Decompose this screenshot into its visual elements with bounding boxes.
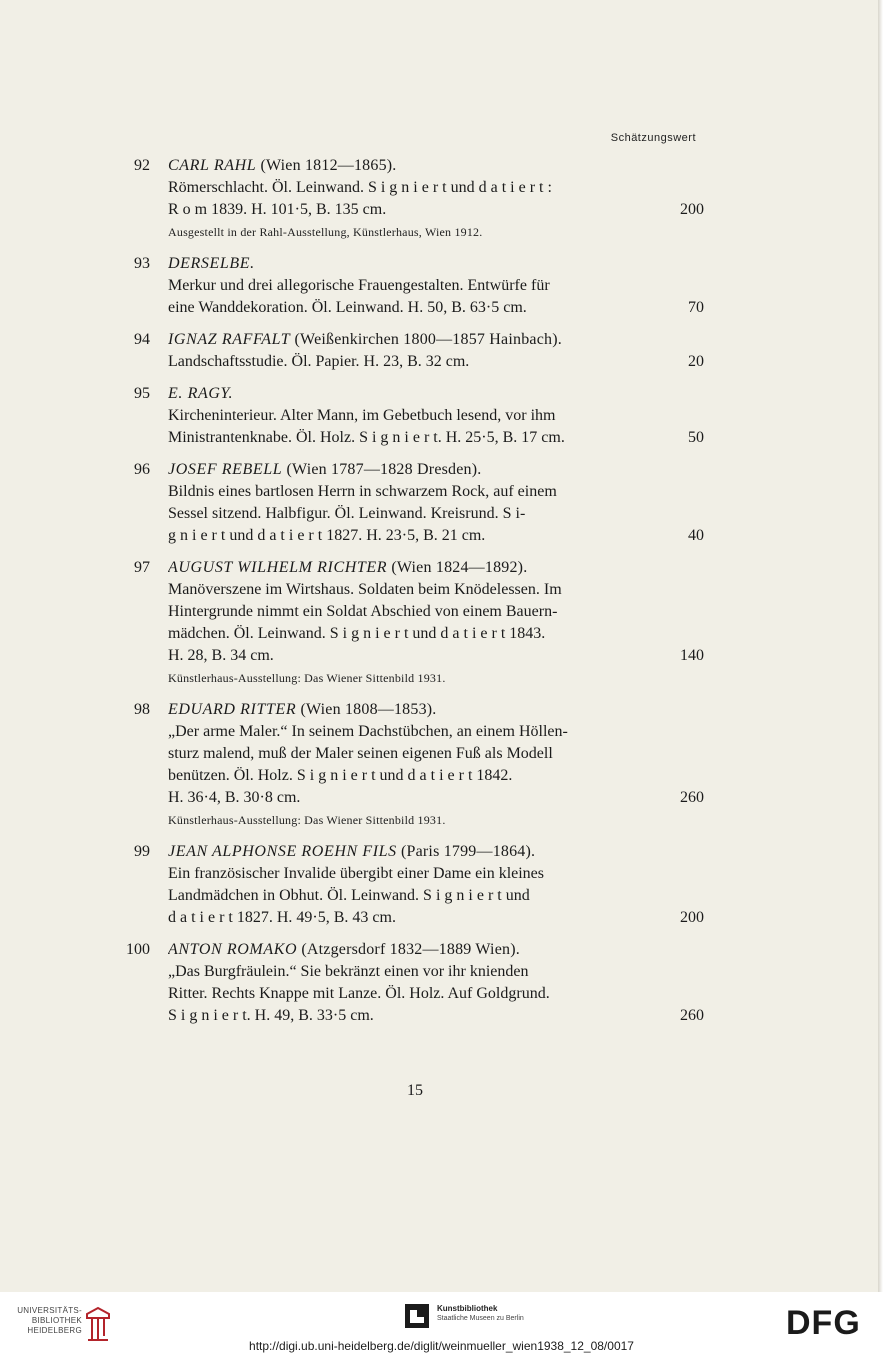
entry-heading [168, 557, 646, 579]
artist-name: JEAN ALPHONSE ROEHN FILS [168, 843, 397, 860]
entry-heading [168, 253, 646, 275]
estimate-value: 200 [680, 909, 704, 926]
description-line: Bildnis eines bartlosen Herrn in schwarzem Rock, auf einem [168, 483, 557, 500]
entry-body [168, 557, 646, 689]
entry-number: 97 [134, 559, 150, 576]
artist-details: (Wien 1787—1828 Dresden). [286, 461, 482, 478]
description-line: Römerschlacht. Öl. Leinwand. S i g n i e r t und d a t i e r t : [168, 179, 552, 196]
artist-name: CARL RAHL [168, 157, 257, 174]
catalog-entries [120, 155, 704, 1037]
entry-heading [168, 939, 646, 961]
entry-heading [168, 383, 646, 405]
entry-number: 99 [134, 843, 150, 860]
estimate-value: 40 [688, 527, 704, 544]
catalog-entry [120, 383, 704, 449]
exhibition-note: Künstlerhaus-Ausstellung: Das Wiener Sittenbild 1931. [168, 671, 446, 685]
entry-body [168, 939, 646, 1027]
description-line: Manöverszene im Wirtshaus. Soldaten beim Knödelessen. Im [168, 581, 562, 598]
artist-name: IGNAZ RAFFALT [168, 331, 291, 348]
entry-number: 93 [134, 255, 150, 272]
kunstbibliothek-logo[interactable] [405, 1304, 565, 1334]
kunstbibliothek-title: Kunstbibliothek [437, 1304, 498, 1313]
description-line: Hintergrunde nimmt ein Soldat Abschied von einem Bauern- [168, 603, 558, 620]
description-line: Landschaftsstudie. Öl. Papier. H. 23, B. 32 cm. [168, 353, 470, 370]
estimate-value: 200 [680, 201, 704, 218]
entry-body [168, 699, 646, 831]
permalink-url[interactable]: http://digi.ub.uni-heidelberg.de/diglit/weinmueller_wien1938_12_08/0017 [249, 1339, 634, 1353]
entry-body [168, 841, 646, 929]
page-number: 15 [407, 1082, 423, 1099]
catalog-entry [120, 699, 704, 831]
catalog-entry [120, 253, 704, 319]
catalog-entry [120, 939, 704, 1027]
university-library-logo[interactable] [12, 1306, 112, 1342]
university-library-text [12, 1306, 82, 1336]
estimate-value: 70 [688, 299, 704, 316]
description-line: „Der arme Maler.“ In seinem Dachstübchen, an einem Höllen- [168, 723, 568, 740]
artist-details: (Wien 1824—1892). [391, 559, 528, 576]
entry-heading [168, 459, 646, 481]
estimate-value: 50 [688, 429, 704, 446]
artist-name: DERSELBE. [168, 255, 255, 272]
exhibition-note: Künstlerhaus-Ausstellung: Das Wiener Sittenbild 1931. [168, 813, 446, 827]
description-line: mädchen. Öl. Leinwand. S i g n i e r t und d a t i e r t 1843. [168, 625, 546, 642]
university-line: UNIVERSITÄTS- [17, 1306, 82, 1315]
artist-details: (Wien 1808—1853). [300, 701, 437, 718]
description-line: Ministrantenknabe. Öl. Holz. S i g n i e r t. H. 25·5, B. 17 cm. [168, 429, 565, 446]
estimate-value: 260 [680, 1007, 704, 1024]
estimate-value: 20 [688, 353, 704, 370]
description-line: benützen. Öl. Holz. S i g n i e r t und d a t i e r t 1842. [168, 767, 513, 784]
description-line: R o m 1839. H. 101·5, B. 135 cm. [168, 201, 387, 218]
description-line: d a t i e r t 1827. H. 49·5, B. 43 cm. [168, 909, 396, 926]
entry-heading [168, 841, 646, 863]
exhibition-note: Ausgestellt in der Rahl-Ausstellung, Künstlerhaus, Wien 1912. [168, 225, 483, 239]
catalog-entry [120, 329, 704, 373]
entry-number: 92 [134, 157, 150, 174]
dfg-logo-text: DFG [786, 1304, 861, 1338]
artist-details: (Atzgersdorf 1832—1889 Wien). [301, 941, 520, 958]
artist-name: AUGUST WILHELM RICHTER [168, 559, 388, 576]
entry-number: 94 [134, 331, 150, 348]
description-line: H. 28, B. 34 cm. [168, 647, 274, 664]
entry-body [168, 253, 646, 319]
description-line: Ritter. Rechts Knappe mit Lanze. Öl. Holz. Auf Goldgrund. [168, 985, 550, 1002]
entry-body [168, 329, 646, 373]
entry-number: 98 [134, 701, 150, 718]
description-line: Ein französischer Invalide übergibt einer Dame ein kleines [168, 865, 545, 882]
catalog-entry [120, 557, 704, 689]
entry-body [168, 383, 646, 449]
description-line: Merkur und drei allegorische Frauengestalten. Entwürfe für [168, 277, 550, 294]
description-line: sturz malend, muß der Maler seinen eigenen Fuß als Modell [168, 745, 553, 762]
kunstbibliothek-mark-icon [405, 1304, 429, 1328]
catalog-entry [120, 841, 704, 929]
description-line: H. 36·4, B. 30·8 cm. [168, 789, 301, 806]
university-emblem-icon [84, 1306, 112, 1342]
footer-bar [0, 1292, 883, 1355]
page-edge [878, 0, 883, 1292]
artist-details: (Wien 1812—1865). [260, 157, 397, 174]
dfg-logo[interactable] [786, 1304, 870, 1338]
kunstbibliothek-subtitle: Staatliche Museen zu Berlin [437, 1315, 524, 1322]
entry-body [168, 155, 646, 243]
description-line: „Das Burgfräulein.“ Sie bekränzt einen vor ihr knienden [168, 963, 529, 980]
artist-name: ANTON ROMAKO [168, 941, 298, 958]
entry-body [168, 459, 646, 547]
entry-number: 100 [126, 941, 150, 958]
catalog-entry [120, 459, 704, 547]
artist-details: (Weißenkirchen 1800—1857 Hainbach). [294, 331, 562, 348]
description-line: Sessel sitzend. Halbfigur. Öl. Leinwand. Kreisrund. S i- [168, 505, 526, 522]
entry-heading [168, 699, 646, 721]
estimate-value: 260 [680, 789, 704, 806]
description-line: Kircheninterieur. Alter Mann, im Gebetbuch lesend, vor ihm [168, 407, 556, 424]
artist-details: (Paris 1799—1864). [400, 843, 536, 860]
entry-number: 96 [134, 461, 150, 478]
entry-heading [168, 329, 646, 351]
university-line: HEIDELBERG [27, 1326, 82, 1335]
artist-name: JOSEF REBELL [168, 461, 283, 478]
university-line: BIBLIOTHEK [31, 1316, 82, 1325]
catalog-entry [120, 155, 704, 243]
description-line: Landmädchen in Obhut. Öl. Leinwand. S i g n i e r t und [168, 887, 530, 904]
description-line: S i g n i e r t. H. 49, B. 33·5 cm. [168, 1007, 374, 1024]
description-line: eine Wanddekoration. Öl. Leinwand. H. 50, B. 63·5 cm. [168, 299, 527, 316]
artist-name: EDUARD RITTER [168, 701, 297, 718]
artist-name: E. RAGY. [168, 385, 234, 402]
entry-heading [168, 155, 646, 177]
description-line: g n i e r t und d a t i e r t 1827. H. 23·5, B. 21 cm. [168, 527, 486, 544]
column-header: Schätzungswert [610, 132, 696, 144]
entry-number: 95 [134, 385, 150, 402]
estimate-value: 140 [680, 647, 704, 664]
